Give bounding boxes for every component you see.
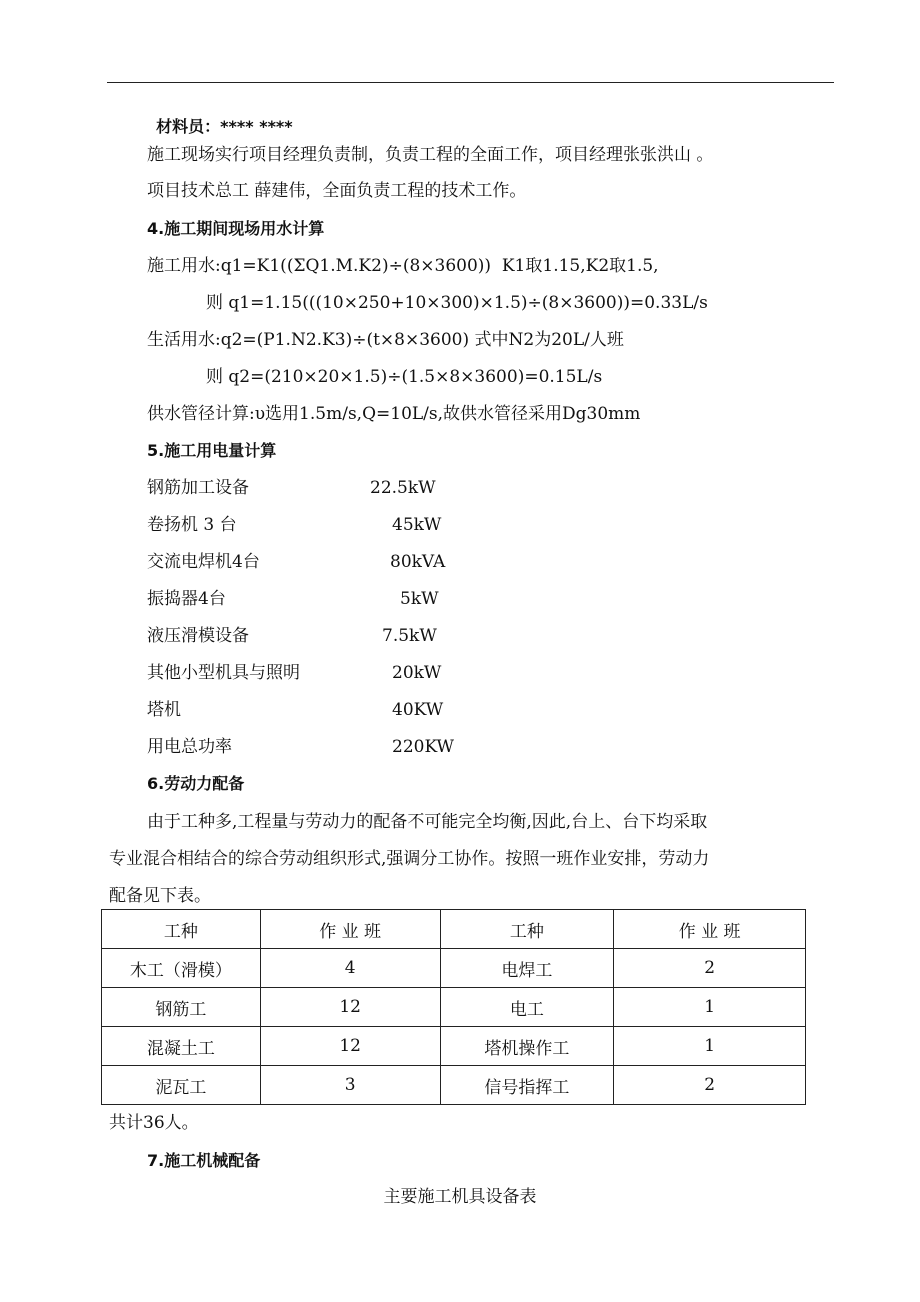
- power-item-name: 用电总功率: [147, 737, 232, 757]
- section4-title: 4.施工期间现场用水计算: [147, 219, 325, 238]
- table-cell: 混凝土工: [102, 1027, 261, 1066]
- table-cell: 1: [614, 1027, 806, 1066]
- table-cell: 2: [614, 949, 806, 988]
- power-item-value: 5kW: [400, 589, 439, 609]
- power-item-name: 振捣器4台: [147, 589, 226, 609]
- table-header-cell: 作 业 班: [260, 910, 440, 949]
- header-rule: [107, 82, 834, 83]
- table-cell: 3: [260, 1066, 440, 1105]
- table-cell: 电焊工: [440, 949, 614, 988]
- power-item-value: 20kW: [392, 663, 442, 683]
- labor-total: 共计36人。: [109, 1113, 199, 1133]
- power-item-name: 其他小型机具与照明: [147, 663, 300, 683]
- table-header-cell: 工种: [102, 910, 261, 949]
- table-cell: 信号指挥工: [440, 1066, 614, 1105]
- living-water-formula: 生活用水:q2=(P1.N2.K3)÷(t×8×3600) 式中N2为20L/人班: [147, 330, 624, 350]
- table-row: [102, 988, 806, 1027]
- power-item-name: 卷扬机 3 台: [147, 515, 237, 535]
- table-cell: 电工: [440, 988, 614, 1027]
- living-water-result: 则 q2=(210×20×1.5)÷(1.5×8×3600)=0.15L/s: [206, 367, 603, 387]
- construction-water-result: 则 q1=1.15(((10×250+10×300)×1.5)÷(8×3600))=0.33L/s: [206, 293, 708, 313]
- table-cell: 1: [614, 988, 806, 1027]
- power-item-name: 液压滑模设备: [147, 626, 249, 646]
- power-item-value: 220KW: [392, 737, 455, 757]
- intro-line-2: 项目技术总工 薛建伟，全面负责工程的技术工作。: [147, 181, 527, 201]
- power-item-name: 塔机: [147, 700, 181, 720]
- table-cell: 木工（滑模）: [102, 949, 261, 988]
- power-item-value: 45kW: [392, 515, 442, 535]
- power-item-name: 钢筋加工设备: [147, 478, 249, 498]
- table-cell: 泥瓦工: [102, 1066, 261, 1105]
- pipe-diameter-calc: 供水管径计算:υ选用1.5m/s,Q=10L/s,故供水管径采用Dg30mm: [147, 404, 641, 424]
- section5-title: 5.施工用电量计算: [147, 441, 277, 460]
- power-item-value: 7.5kW: [382, 626, 437, 646]
- labor-table: [101, 909, 806, 1105]
- power-item-name: 交流电焊机4台: [147, 552, 260, 572]
- section7-title: 7.施工机械配备: [147, 1151, 261, 1170]
- table-cell: 12: [260, 988, 440, 1027]
- table-header-row: [102, 910, 806, 949]
- table-row: [102, 949, 806, 988]
- construction-water-formula: 施工用水:q1=K1((ΣQ1.M.K2)÷(8×3600)) K1取1.15,K2取1.5,: [147, 256, 659, 276]
- table-cell: 塔机操作工: [440, 1027, 614, 1066]
- section6-title: 6.劳动力配备: [147, 774, 245, 793]
- materials-value: **** ****: [220, 117, 293, 136]
- table-cell: 12: [260, 1027, 440, 1066]
- table-cell: 2: [614, 1066, 806, 1105]
- intro-line-1: 施工现场实行项目经理负责制，负责工程的全面工作，项目经理张张洪山 。: [147, 145, 714, 165]
- labor-paragraph-line-3: 配备见下表。: [109, 886, 211, 906]
- power-item-value: 22.5kW: [370, 478, 436, 498]
- table-cell: 钢筋工: [102, 988, 261, 1027]
- power-item-value: 40KW: [392, 700, 444, 720]
- table-cell: 4: [260, 949, 440, 988]
- power-item-value: 80kVA: [390, 552, 446, 572]
- table-header-cell: 工种: [440, 910, 614, 949]
- table-header-cell: 作 业 班: [614, 910, 806, 949]
- labor-paragraph-line-1: 由于工种多,工程量与劳动力的配备不可能完全均衡,因此,台上、台下均采取: [147, 812, 708, 832]
- labor-paragraph-line-2: 专业混合相结合的综合劳动组织形式,强调分工协作。按照一班作业安排，劳动力: [109, 849, 710, 869]
- materials-label: 材料员：: [156, 117, 221, 136]
- equipment-table-title: 主要施工机具设备表: [383, 1187, 537, 1207]
- materials-line: [145, 94, 293, 138]
- table-row: [102, 1066, 806, 1105]
- table-row: [102, 1027, 806, 1066]
